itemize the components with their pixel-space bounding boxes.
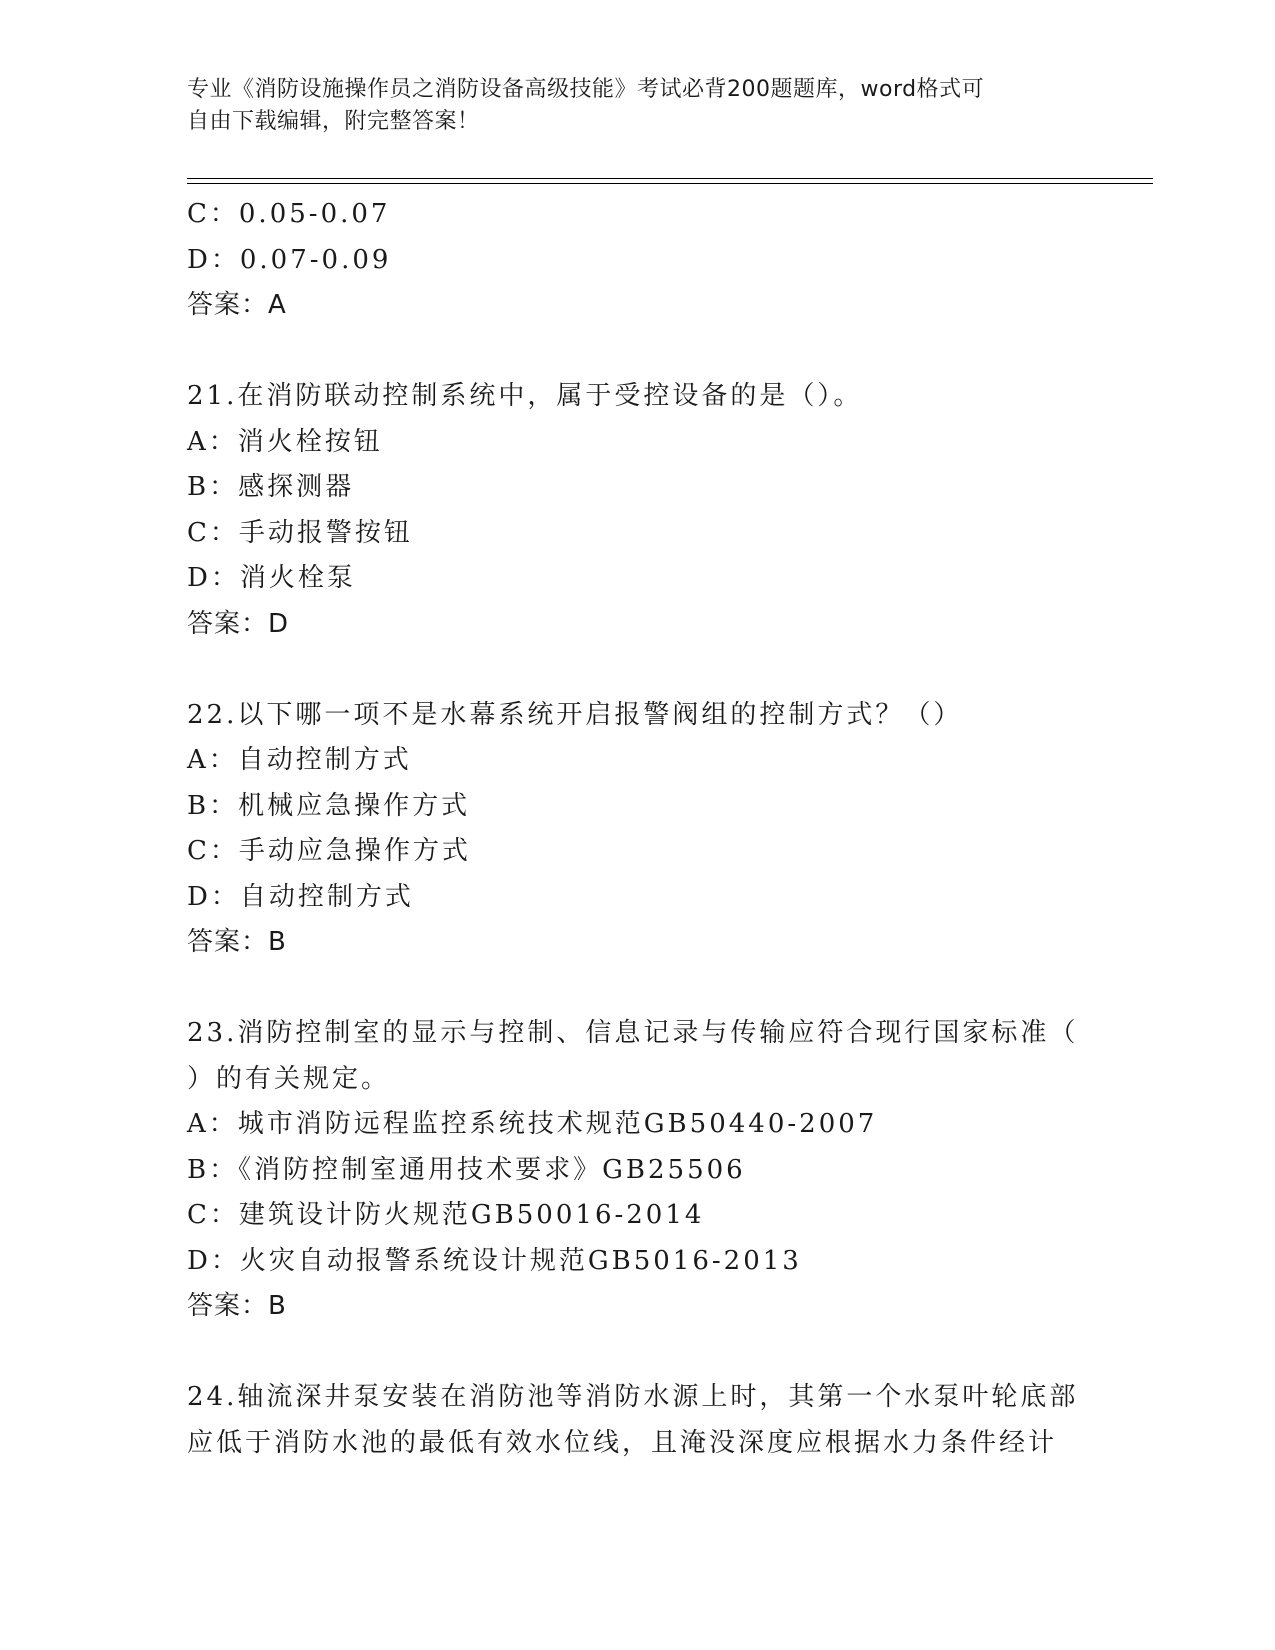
option-b: B：感探测器 [187,472,355,502]
answer: 答案：B [187,927,287,957]
question-24 [187,1375,1087,1466]
question-23 [187,1011,1087,1330]
answer: 答案：D [187,608,290,639]
question-stem: 22.以下哪一项不是水幕系统开启报警阀组的控制方式？（） [187,699,963,730]
spacer [187,329,1087,375]
document-header [187,74,1067,138]
question-stem: 21.在消防联动控制系统中，属于受控设备的是（）。 [187,381,863,411]
option-a: A：自动控制方式 [187,745,412,775]
answer: 答案：B [187,1291,287,1321]
option-d: D：消火栓泵 [187,563,356,593]
option-d: D：0.07-0.09 [187,244,392,275]
header-line-1: 专业《消防设施操作员之消防设备高级技能》考试必背200题题库，word格式可 [187,77,985,102]
question-20-tail [187,192,1087,329]
option-a: A：城市消防远程监控系统技术规范GB50440-2007 [187,1109,878,1139]
question-stem-line-1: 24.轴流深井泵安装在消防池等消防水源上时，其第一个水泵叶轮底部 [187,1382,1079,1412]
spacer [187,966,1087,1012]
spacer [187,1330,1087,1376]
option-a: A：消火栓按钮 [187,426,383,457]
question-list [187,192,1087,1466]
option-b: B：《消防控制室通用技术要求》GB25506 [187,1154,746,1185]
header-rule-top [187,178,1153,179]
answer: 答案：A [187,290,287,320]
question-stem-line-2: 应低于消防水池的最低有效水位线，且淹没深度应根据水力条件经计 [187,1427,1058,1458]
spacer [187,647,1087,693]
question-21 [187,374,1087,647]
question-stem-line-1: 23.消防控制室的显示与控制、信息记录与传输应符合现行国家标准（ [187,1018,1079,1048]
question-stem-line-2: ）的有关规定。 [187,1063,391,1094]
question-22 [187,693,1087,966]
option-d: D：火灾自动报警系统设计规范GB5016-2013 [187,1245,802,1276]
option-c: C：手动报警按钮 [187,517,413,548]
header-rule-bottom [187,183,1153,184]
option-d: D：自动控制方式 [187,881,414,912]
header-line-2: 自由下载编辑，附完整答案！ [187,109,480,134]
option-b: B：机械应急操作方式 [187,790,471,821]
option-c: C：0.05-0.07 [187,199,391,229]
option-c: C：手动应急操作方式 [187,836,471,866]
option-c: C：建筑设计防火规范GB50016-2014 [187,1200,705,1230]
